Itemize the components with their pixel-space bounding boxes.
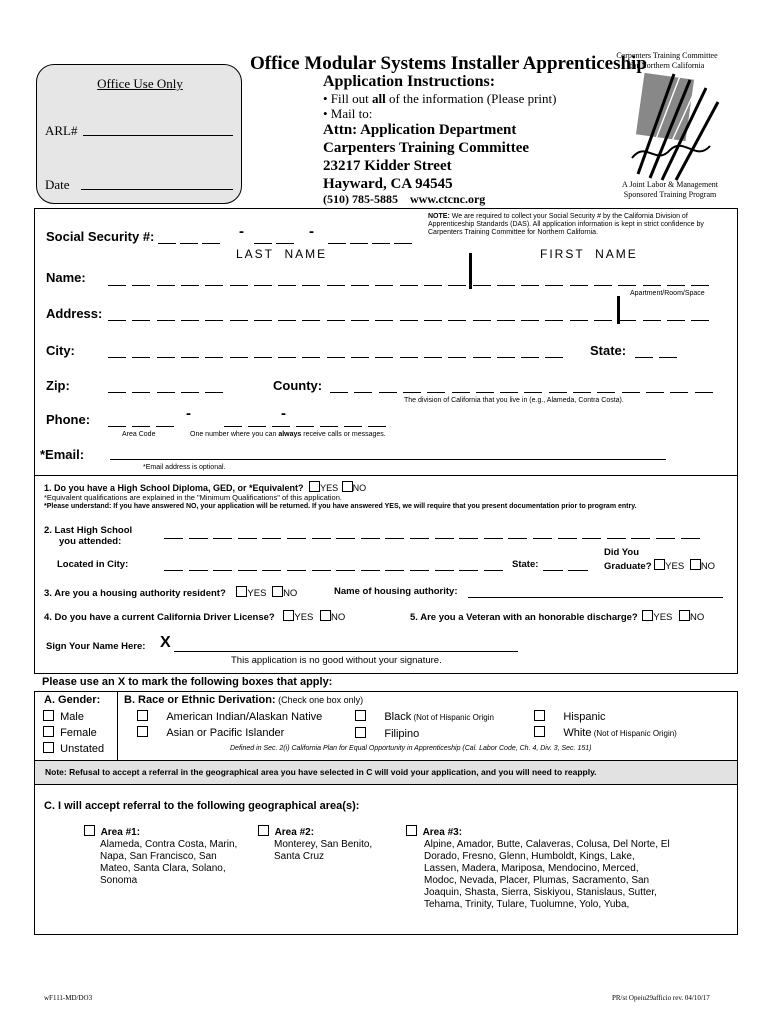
carpenters-logo [626,70,726,186]
did-you-label: Did You [604,547,640,558]
first-name-header: FIRST NAME [540,247,638,261]
q1-note-1: *Equivalent qualifications are explained in the "Minimum Qualifications" of this application. [44,493,342,502]
located-city-label: Located in City: [57,559,129,570]
housing-name-field[interactable] [468,597,723,598]
sign-label: Sign Your Name Here: [46,641,146,652]
address-label: Address: [46,306,103,321]
signature-note: This application is no good without your signature. [231,655,442,666]
phone-hint: One number where you can always receive calls or messages. [190,431,386,438]
program-description: A Joint Labor & Management Sponsored Training Program [622,180,718,199]
ssn-label: Social Security #: [46,229,155,244]
area-3-checkbox[interactable] [406,825,417,836]
hs-state-field[interactable] [543,570,589,572]
gender-options [43,709,104,757]
gender-male-option[interactable]: Male [43,709,104,725]
race-definition-note: Defined in Sec. 2(i) California Plan for Equal Opportunity in Apprenticeship (Cal. Labor Code, Ch. 4, Div. 3, Sec. 151) [230,745,592,752]
city-label: City: [46,343,75,358]
instruction-1: • Fill out all of the information (Please print) [323,91,557,106]
race-option-filipino[interactable]: Filipino [355,726,494,742]
race-col-1 [137,709,322,741]
email-field[interactable] [110,459,666,460]
q1-yes-checkbox[interactable] [309,481,320,492]
area-2-checkbox[interactable] [258,825,269,836]
hs-city-field[interactable] [164,570,504,572]
zip-label: Zip: [46,378,70,393]
ssn-note: NOTE: We are required to collect your Social Security # by the California Division of Apprenticeship Standards (DAS). All application information is kept in strict confidence by Carpenters Training Committee for Northern California. [428,213,704,236]
apartment-hint: Apartment/Room/Space [630,290,705,297]
veteran-yes-checkbox[interactable] [642,610,653,621]
email-label: *Email: [40,447,85,462]
area-1-checkbox[interactable] [84,825,95,836]
mailing-address: Attn: Application Department Carpenters Training Committee 23217 Kidder Street Hayward, CA 94545 [323,122,530,192]
question-3: 3. Are you a housing authority resident? YES NO [44,588,298,599]
demographics-instruction: Please use an X to mark the following boxes that apply: [42,676,333,688]
sign-x: X [160,634,171,651]
last-name-header: LAST NAME [236,247,328,261]
form-title: Office Modular Systems Installer Apprenticeship [250,53,647,74]
office-use-box [36,64,242,204]
instruction-2: • Mail to: [323,106,373,121]
areas-title: C. I will accept referral to the following geographical area(s): [44,800,360,812]
phone-field[interactable] [108,426,390,428]
address-field[interactable] [108,320,716,322]
revision-code: PR/st Opeiu29afficio rev. 04/10/17 [612,994,710,1002]
race-option-black[interactable]: Black (Not of Hispanic Origin [355,709,494,726]
form-code: wF111-MD/DO3 [44,994,93,1002]
race-col-2 [355,709,494,742]
address-separator [617,296,620,324]
phone-dash-2: - [281,405,286,422]
zip-field[interactable] [108,392,228,394]
personal-info-section [34,208,738,674]
date-label: Date [45,177,70,192]
gender-title: A. Gender: [44,694,101,706]
license-no-checkbox[interactable] [320,610,331,621]
date-field[interactable] [81,189,233,190]
housing-yes-checkbox[interactable] [236,586,247,597]
email-hint: *Email address is optional. [143,464,226,471]
area-2-option[interactable]: Area #2: Monterey, San Benito, Santa Cruz [258,825,372,863]
q1-no-checkbox[interactable] [342,481,353,492]
committee-name: Carpenters Training Committee for Northern California [616,51,718,70]
county-field[interactable] [330,392,716,394]
instructions-title: Application Instructions: [323,73,496,90]
q1-note-2: *Please understand: If you have answered NO, your application will be returned. If you have answered YES, we will require that you present documentation prior to program entry. [44,503,637,510]
phone-label: Phone: [46,412,91,427]
area-1-option[interactable]: Area #1: Alameda, Contra Costa, Marin, Napa, San Francisco, San Mateo, Santa Clara, Solano, Sonoma [84,825,237,887]
website-link[interactable]: www.ctcnc.org [410,192,486,206]
graduate-question: Graduate? YES NO [604,561,716,572]
name-separator [469,253,472,289]
refusal-note: Note: Refusal to accept a referral in the geographical area you have selected in C will void your application, and you will need to reapply. [34,761,738,785]
question-1: 1. Do you have a High School Diploma, GED, or *Equivalent? YES NO [44,483,367,493]
race-option-white[interactable]: White (Not of Hispanic Origin) [534,725,677,742]
city-field[interactable] [108,357,568,359]
veteran-no-checkbox[interactable] [679,610,690,621]
ssn-field[interactable] [158,243,418,245]
graduate-no-checkbox[interactable] [690,559,701,570]
question-2: 2. Last High School you attended: [44,525,133,547]
ssn-dash-1: - [239,223,244,240]
area-3-option[interactable]: Area #3: Alpine, Amador, Butte, Calaveras, Colusa, Del Norte, El Dorado, Fresno, Glenn, Humboldt, Kings, Lake, Lassen, Madera, Mariposa, Mendocino, Merced, Modoc, Nevada, Placer, Plumas, Sacramento, San Joaquin, Shasta, Sierra, Siskiyou, Stanislaus, Sutter, Tehama, Trinity, Tulare, Tuolumne, Yolo, Yuba, [406,825,670,911]
race-col-3 [534,709,677,742]
hs-state-label: State: [512,559,539,570]
name-label: Name: [46,270,86,285]
questions-divider [34,475,738,476]
gender-unstated-option[interactable]: Unstated [43,741,104,757]
question-5: 5. Are you a Veteran with an honorable discharge? YES NO [410,612,705,623]
area-code-hint: Area Code [122,431,156,438]
signature-field[interactable] [174,651,518,652]
housing-name-label: Name of housing authority: [334,586,458,597]
county-hint: The division of California that you live in (e.g., Alameda, Contra Costa). [404,397,624,404]
office-use-only-label: Office Use Only [97,76,183,91]
gender-divider [117,691,118,761]
license-yes-checkbox[interactable] [283,610,294,621]
question-4: 4. Do you have a current California Driver License? YES NO [44,612,346,623]
gender-female-option[interactable]: Female [43,725,104,741]
ssn-dash-2: - [309,223,314,240]
state-field[interactable] [635,357,679,359]
housing-no-checkbox[interactable] [272,586,283,597]
state-label: State: [590,343,627,358]
contact-line: (510) 785-5885 www.ctcnc.org [323,192,486,206]
arl-label: ARL# [45,123,78,138]
race-option-american-indian[interactable]: American Indian/Alaskan Native [137,709,322,725]
arl-field[interactable] [83,135,233,136]
race-title: B. Race or Ethnic Derivation: (Check one box only) [124,694,364,706]
county-label: County: [273,378,323,393]
graduate-yes-checkbox[interactable] [654,559,665,570]
race-option-asian[interactable]: Asian or Pacific Islander [137,725,322,741]
name-field[interactable] [108,285,716,287]
race-option-hispanic[interactable]: Hispanic [534,709,677,725]
high-school-field[interactable] [164,538,716,540]
phone-dash-1: - [186,405,191,422]
